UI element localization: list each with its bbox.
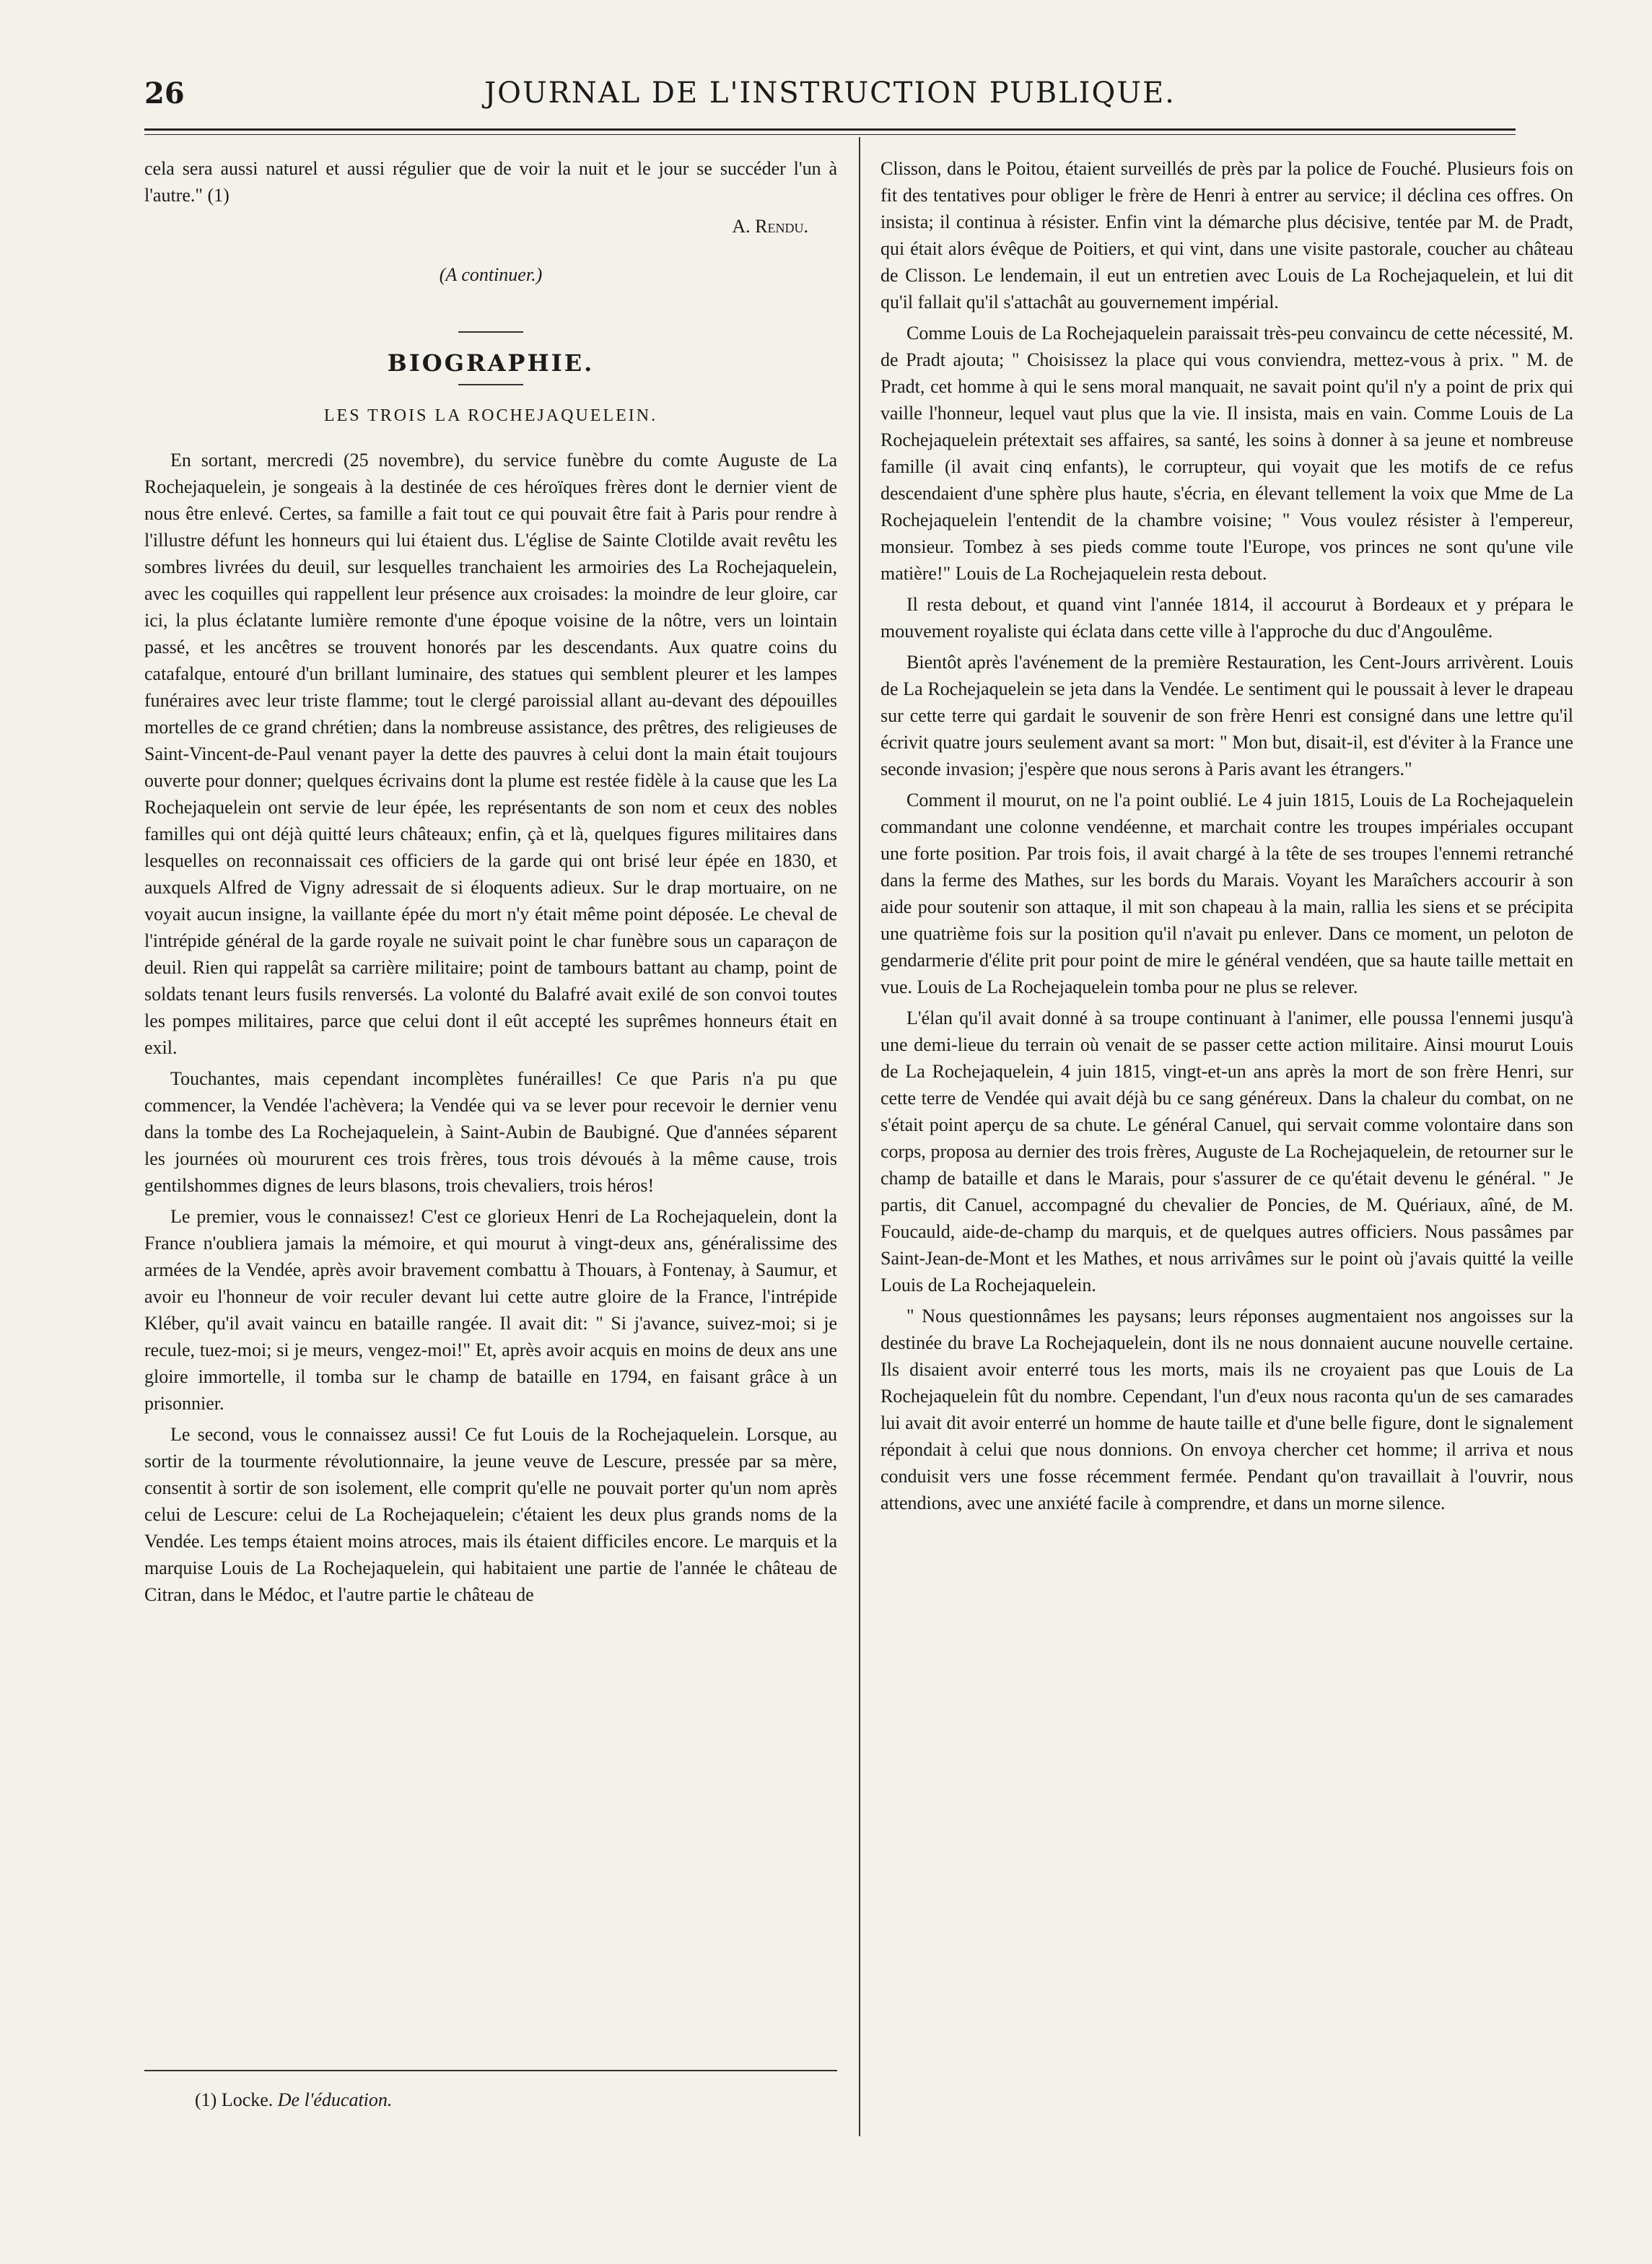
section-title: BIOGRAPHIE.	[387, 349, 595, 377]
author-signature: A. Rendu.	[732, 216, 808, 237]
paragraph: Le second, vous le connaissez aussi! Ce fut Louis de la Rochejaquelein. Lorsque, au sortir de la tourmente révolutionnaire, la jeune veuve de Lescure, pressée par sa mère, consentit à sortir de son isolement, elle comprit qu'elle ne pouvait porter qu'un nom après celui de Lescure: celui de La Rochejaquelein; c'étaient les deux plus grands noms de la Vendée. Les temps étaient moins atroces, mais ils étaient difficiles encore. Le marquis et la marquise Louis de La Rochejaquelein, qui habitaient une partie de l'année le château de Citran, dans le Médoc, et l'autre partie le château de	[144, 1424, 837, 1605]
paragraph: " Nous questionnâmes les paysans; leurs réponses augmentaient nos angoisses sur la destinée du brave La Rochejaquelein, dont ils ne nous donnaient aucune nouvelle certaine. Ils disaient avoir enterré tous les morts, mais ils ne croyaient pas que Louis de La Rochejaquelein fût du nombre. Cependant, l'un d'eux nous raconta qu'un de ses camarades lui avait dit avoir enterré un homme de haute taille et d'une belle figure, dont le signalement répondait à celui que nous donnions. On envoya chercher cet homme; il arriva et nous conduisit vers une fosse récemment fermée. Pendant qu'on travaillait à l'ouvrir, nous attendions, avec une anxiété facile à comprendre, et dans un morne silence.	[880, 1306, 1573, 1513]
footnote	[195, 2089, 392, 2111]
separator-rule	[458, 331, 523, 333]
header-rule	[144, 128, 1516, 131]
header-rule-thin	[144, 134, 1516, 135]
left-column	[144, 155, 837, 2060]
paragraph: Touchantes, mais cependant incomplètes funérailles! Ce que Paris n'a pu que commencer, la Vendée l'achèvera; la Vendée qui va se lever pour recevoir le dernier venu dans la tombe des La Rochejaquelein, à Saint-Aubin de Baubigné. Que d'années séparent les journées où moururent ces trois frères, tous trois dévoués à la même cause, trois gentilshommes dignes de leurs blasons, trois chevaliers, trois héros!	[144, 1068, 837, 1196]
separator-rule	[458, 384, 523, 385]
footnote-work: De l'éducation.	[277, 2089, 393, 2110]
paragraph: Il resta debout, et quand vint l'année 1814, il accourut à Bordeaux et y prépara le mouvement royaliste qui éclata dans cette ville à l'approche du duc d'Angoulême.	[880, 594, 1573, 642]
paragraph: Comment il mourut, on ne l'a point oublié. Le 4 juin 1815, Louis de La Rochejaquelein commandant une colonne vendéenne, et marchait contre les troupes impériales occupant une forte position. Par trois fois, il avait chargé à la tête de ses troupes l'ennemi retranché dans la ferme des Mathes, sur les bords du Marais. Voyant les Maraîchers accourir à son aide pour soutenir son attaque, il mit son chapeau à la main, rallia les siens et se précipita une quatrième fois sur la position qu'il n'avait pu enlever. Dans ce moment, un peloton de gendarmerie d'élite prit pour point de mire le général vendéen, que sa haute taille mettait en vue. Louis de La Rochejaquelein tomba pour ne plus se relever.	[880, 790, 1573, 997]
column-divider	[859, 137, 860, 2136]
right-column	[880, 155, 1573, 2133]
paragraph: Clisson, dans le Poitou, étaient surveillés de près par la police de Fouché. Plusieurs fois on fit des tentatives pour obliger le frère de Henri à entrer au service; il déclina ces offres. On insista; il continua à résister. Enfin vint la démarche plus décisive, tentée par M. de Pradt, qui était alors évêque de Poitiers, et qui vint, dans une visite pastorale, coucher au château de Clisson. Le lendemain, il eut un entretien avec Louis de La Rochejaquelein, et lui dit qu'il fallait qu'il s'attachât au gouvernement impérial.	[880, 158, 1573, 312]
continued-note: (A continuer.)	[439, 264, 543, 285]
page-header	[144, 72, 1516, 115]
footnote-label: (1) Locke.	[195, 2089, 274, 2110]
article-title: LES TROIS LA ROCHEJAQUELEIN.	[323, 406, 658, 425]
paragraph: L'élan qu'il avait donné à sa troupe continuant à l'animer, elle poussa l'ennemi jusqu'à une demi-lieue du terrain où venait de se passer cette action militaire. Ainsi mourut Louis de La Rochejaquelein, 4 juin 1815, vingt-et-un ans après la mort de son frère Henri, sur cette terre de Vendée qui avait déjà bu ce sang généreux. Dans la chaleur du combat, on ne s'était point aperçu de sa chute. Le général Canuel, qui servait comme volontaire dans son corps, proposa au dernier des trois frères, Auguste de La Rochejaquelein, de retourner sur le champ de bataille et dans le Marais, pour s'assurer de ce qu'était devenu le général. " Je partis, dit Canuel, accompagné du chevalier de Poncies, de M. Quériaux, aîné, de M. Foucauld, aide-de-champ du marquis, et de quelques autres officiers. Nous passâmes par Saint-Jean-de-Mont et les Mathes, et nous arrivâmes sur le point où j'avais quitté la veille Louis de La Rochejaquelein.	[880, 1008, 1573, 1295]
paragraph: En sortant, mercredi (25 novembre), du service funèbre du comte Auguste de La Rochejaquelein, je songeais à la destinée de ces héroïques frères dont le dernier vient de nous être enlevé. Certes, sa famille a fait tout ce qui pouvait être fait à Paris pour rendre à l'illustre défunt les honneurs qui lui étaient dus. L'église de Sainte Clotilde avait revêtu les sombres livrées du deuil, sur lesquelles tranchaient les armoiries des La Rochejaquelein, avec les coquilles qui rappellent leur présence aux croisades: la moindre de leur gloire, car ici, la plus éclatante lumière remonte d'une époque voisine de la nôtre, vers un lointain passé, et les ancêtres se trouvent honorés par les descendants. Aux quatre coins du catafalque, entouré d'un brillant luminaire, des statues qui semblent pleurer et les lampes funéraires avec leur triste flamme; tout le clergé paroissial allant au-devant des dépouilles mortelles de ce grand chrétien; dans la nombreuse assistance, des prêtres, des religieuses de Saint-Vincent-de-Paul venant payer la dette des pauvres à celui dont la main était toujours ouverte pour donner; quelques écrivains dont la plume est restée fidèle à la cause que les La Rochejaquelein ont servie de leur épée, les représentants de son nom et ceux des nobles familles qui ont déjà quitté leurs châteaux; enfin, çà et là, quelques figures militaires dans lesquelles on reconnaissait ces officiers de la garde qui ont brisé leur épée en 1830, et auxquels Alfred de Vigny adressait de si éloquents adieux. Sur le drap mortuaire, on ne voyait aucun insigne, la vaillante épée du mort n'y était même point déposée. Le cheval de l'intrépide général de la garde royale ne suivait point le char funèbre sous un caparaçon de deuil. Rien qui rappelât sa carrière militaire; point de tambours battant au champ, point de soldats tenant leurs fusils renversés. La volonté du Balafré avait exilé de son convoi toutes les pompes militaires, parce que celui dont il eût accepté les suprêmes honneurs était en exil.	[144, 450, 837, 1058]
paragraph: cela sera aussi naturel et aussi régulier que de voir la nuit et le jour se succéder l'un à l'autre." (1)	[144, 158, 837, 206]
paragraph: Bientôt après l'avénement de la première Restauration, les Cent-Jours arrivèrent. Louis de La Rochejaquelein se jeta dans la Vendée. Le sentiment qui le poussait à lever le drapeau sur cette terre qui gardait le souvenir de son frère Henri est consigné dans une lettre qu'il écrivit quatre jours seulement avant sa mort: " Mon but, disait-il, est d'éviter à la France une seconde invasion; j'espère que nous serons à Paris avant les étrangers."	[880, 652, 1573, 779]
footnote-rule	[144, 2070, 837, 2071]
journal-title: JOURNAL DE L'INSTRUCTION PUBLIQUE.	[484, 77, 1176, 110]
paragraph: Le premier, vous le connaissez! C'est ce glorieux Henri de La Rochejaquelein, dont la France n'oubliera jamais la mémoire, et qui mourut à vingt-deux ans, généralissime des armées de la Vendée, après avoir bravement combattu à Thouars, à Fontenay, à Saumur, et avoir eu l'honneur de voir reculer devant lui cette autre gloire de la France, l'intrépide Kléber, qu'il avait vaincu en bataille rangée. Il avait dit: " Si j'avance, suivez-moi; si je recule, tuez-moi; si je meurs, vengez-moi!" Et, après avoir acquis en moins de deux ans une gloire immortelle, il tomba sur le champ de bataille en 1794, en faisant grâce à un prisonnier.	[144, 1206, 837, 1414]
paragraph: Comme Louis de La Rochejaquelein paraissait très-peu convaincu de cette nécessité, M. de Pradt ajouta; " Choisissez la place qui vous conviendra, mettez-vous à prix. " M. de Pradt, cet homme à qui le sens moral manquait, ne savait point qu'il n'y a point de prix qui vaille l'honneur, lequel vaut plus que la vie. Il insista, mais en vain. Comme Louis de La Rochejaquelein prétextait ses affaires, sa santé, les soins à donner à sa jeune et nombreuse famille (il avait cinq enfants), le corrupteur, qui voyait que les motifs de ce refus descendaient d'une sphère plus haute, s'écria, en élevant tellement la voix que Mme de La Rochejaquelein l'entendit de la chambre voisine; " Vous voulez résister à l'empereur, monsieur. Tombez à ses pieds comme toute l'Europe, vos princes ne sont qu'une vile matière!" Louis de La Rochejaquelein resta debout.	[880, 323, 1573, 584]
page-number: 26	[144, 77, 185, 110]
